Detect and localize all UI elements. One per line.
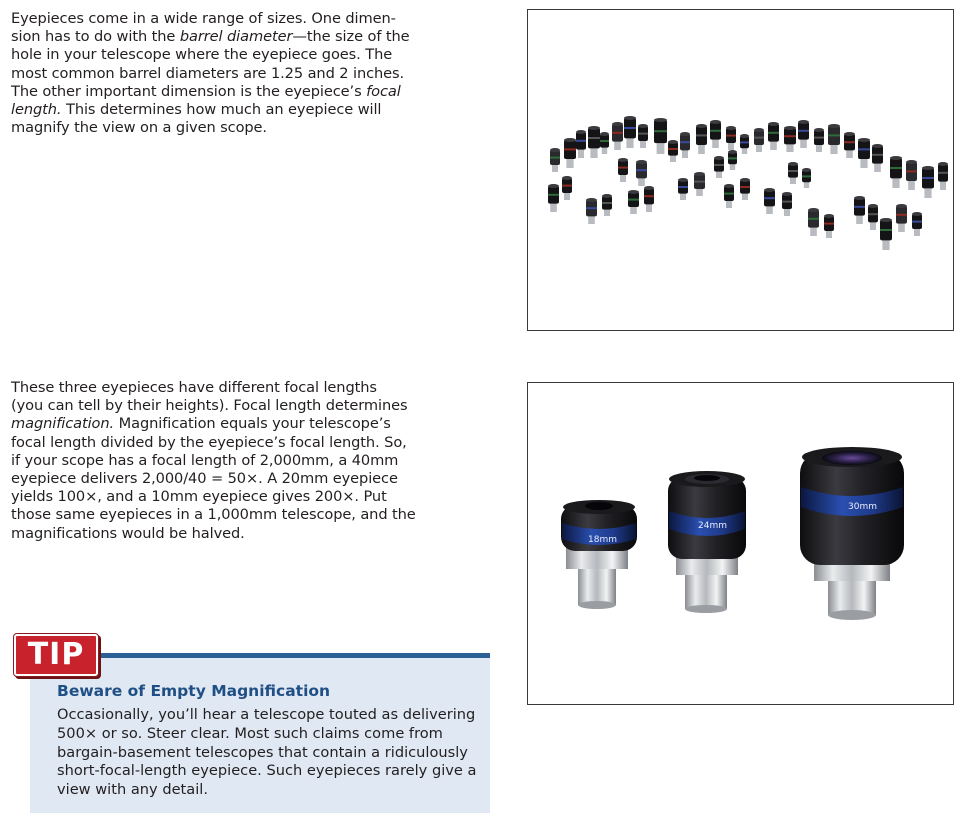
eyepiece-sizes-paragraph [11, 10, 410, 137]
text-run: focal length divided by the eyepiece’s focal length. So, [11, 433, 407, 451]
text-run: most common barrel diameters are 1.25 and 2 inches. [11, 64, 405, 82]
text-run: hole in your telescope where the eyepiece goes. The [11, 46, 393, 64]
eyepiece-thumbnail [740, 178, 750, 200]
italic-term: length. [11, 101, 62, 119]
text-run: Magnification equals your telescope’s [114, 415, 391, 433]
eyepiece-thumbnail [644, 186, 654, 212]
text-line [11, 452, 416, 470]
eyepiece-thumbnail [890, 156, 902, 188]
eyepiece-thumbnail [798, 120, 809, 148]
text-line [11, 119, 410, 137]
eyepiece-thumbnail [550, 148, 560, 172]
text-run: (you can tell by their heights). Focal length determines [11, 397, 408, 415]
eyepiece-thumbnail [668, 140, 678, 162]
text-run: Eyepieces come in a wide range of sizes. One dimen- [11, 10, 396, 27]
text-line [11, 379, 416, 397]
eyepiece-thumbnail [548, 184, 559, 212]
eyepiece-thumbnail [636, 160, 647, 186]
eyepiece-thumbnail [938, 162, 948, 190]
tip-body-line: Occasionally, you’ll hear a telescope touted as delivering [57, 706, 476, 723]
eyepiece-thumbnail [576, 130, 586, 158]
focal-length-paragraph [11, 379, 416, 543]
eyepiece-thumbnail [728, 150, 737, 170]
eyepiece-thumbnail [612, 122, 623, 150]
tip-title: Beware of Empty Magnification [57, 682, 331, 700]
eyepiece-thumbnail [628, 190, 639, 214]
eyepiece-thumbnail [678, 178, 688, 200]
text-line [11, 101, 410, 119]
text-line [11, 46, 410, 64]
eyepiece-30mm [800, 447, 904, 620]
text-line [11, 28, 410, 46]
tip-body-line: view with any detail. [57, 781, 208, 799]
text-run: those same eyepieces in a 1,000mm telescope, and the [11, 506, 416, 524]
text-run: yields 100×, and a 10mm eyepiece gives 200×. Put [11, 488, 387, 506]
eyepiece-18mm-label: 18mm [588, 535, 617, 545]
eyepiece-thumbnail [814, 128, 824, 152]
tip-rule [92, 653, 490, 658]
eyepiece-thumbnail [694, 172, 705, 196]
eyepiece-thumbnail [784, 126, 796, 152]
eyepiece-30mm-label: 30mm [848, 502, 877, 512]
three-eyepieces-image [528, 383, 953, 704]
eyepiece-thumbnail [896, 204, 907, 232]
eyepiece-thumbnail [602, 194, 612, 216]
eyepiece-thumbnail [618, 158, 628, 182]
eyepiece-thumbnail [754, 128, 764, 152]
three-eyepieces-photo [527, 382, 954, 705]
text-run: This determines how much an eyepiece will [61, 101, 382, 119]
eyepiece-thumbnail [562, 176, 572, 200]
tip-badge: TIP [14, 634, 98, 676]
tip-body-line: short-focal-length eyepiece. Such eyepieces rarely give a [57, 762, 477, 780]
italic-term: focal [366, 82, 401, 100]
eyepiece-thumbnail [808, 208, 819, 236]
text-line [11, 470, 416, 488]
text-run: magnifications would be halved. [11, 524, 245, 542]
text-run: sion has to do with the [11, 28, 180, 46]
eyepiece-thumbnail [740, 134, 749, 154]
eyepiece-thumbnail [764, 188, 775, 214]
text-line [11, 397, 416, 415]
eyepiece-thumbnail [912, 212, 922, 236]
eyepiece-thumbnail [586, 198, 597, 224]
eyepiece-thumbnail [726, 126, 736, 150]
text-run: These three eyepieces have different focal lengths [11, 379, 377, 396]
eyepiece-thumbnail [802, 168, 811, 188]
text-line [11, 65, 410, 83]
eyepiece-18mm [561, 500, 637, 609]
eyepiece-thumbnail [868, 204, 878, 230]
text-line [11, 525, 416, 543]
text-line [11, 506, 416, 524]
eyepiece-collection-image [528, 10, 953, 330]
eyepiece-thumbnail [880, 218, 892, 250]
eyepiece-thumbnail [824, 214, 834, 238]
eyepiece-thumbnail [768, 122, 779, 150]
text-run: —the size of the [292, 28, 410, 46]
eyepiece-thumbnail [696, 124, 707, 154]
eyepiece-thumbnail [788, 162, 798, 184]
eyepiece-24mm [668, 471, 746, 613]
eyepiece-thumbnail [600, 132, 609, 154]
text-run: eyepiece delivers 2,000/40 = 50×. A 20mm eyepiece [11, 470, 398, 488]
text-line [11, 10, 410, 28]
eyepiece-thumbnail [564, 138, 576, 168]
text-line [11, 488, 416, 506]
eyepiece-thumbnail [724, 184, 734, 208]
eyepiece-thumbnail [828, 124, 840, 154]
eyepiece-thumbnail [680, 132, 690, 158]
eyepiece-thumbnail [844, 132, 855, 158]
tip-body-line: 500× or so. Steer clear. Most such claims come from [57, 724, 443, 742]
text-line [11, 83, 410, 101]
italic-term: magnification. [11, 415, 115, 433]
eyepiece-thumbnail [782, 192, 792, 216]
text-run: if your scope has a focal length of 2,000mm, a 40mm [11, 451, 399, 469]
text-line [11, 434, 416, 452]
eyepiece-thumbnail [710, 120, 721, 148]
eyepiece-thumbnail [654, 118, 667, 154]
eyepiece-thumbnail [638, 124, 648, 148]
eyepiece-24mm-label: 24mm [698, 521, 727, 531]
eyepiece-thumbnail [588, 126, 600, 158]
eyepiece-thumbnail [922, 166, 934, 198]
eyepiece-thumbnail [624, 116, 636, 148]
text-run: The other important dimension is the eyepiece’s [11, 82, 367, 100]
eyepiece-collection-photo [527, 9, 954, 331]
text-run: magnify the view on a given scope. [11, 119, 267, 137]
tip-body-line: bargain-basement telescopes that contain a ridiculously [57, 743, 468, 761]
eyepiece-thumbnail [906, 160, 917, 190]
text-line [11, 415, 416, 433]
eyepiece-thumbnail [858, 138, 870, 168]
eyepiece-thumbnail [714, 156, 724, 178]
eyepiece-thumbnail [872, 144, 883, 172]
italic-term: barrel diameter [179, 28, 293, 46]
tip-body [57, 706, 476, 800]
eyepiece-thumbnail [854, 196, 865, 224]
